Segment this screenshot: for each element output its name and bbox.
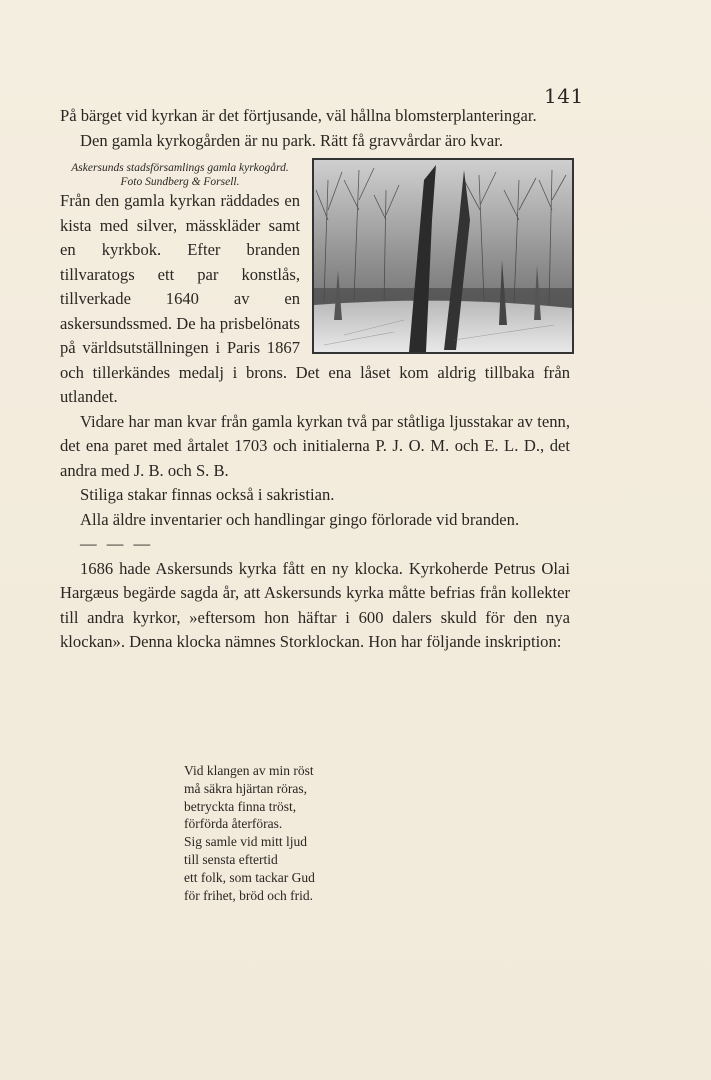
section-separator: — — — [80, 534, 154, 553]
poem-line: för frihet, bröd och frid. [184, 887, 313, 903]
paragraph: Den gamla kyrkogården är nu park. Rätt få gravvårdar äro kvar. [80, 130, 503, 150]
poem-line: till sensta eftertid [184, 851, 278, 867]
paragraph: Alla äldre inventarier och handlingar gingo förlorade vid branden. [80, 509, 520, 529]
paragraph: Vidare har man kvar från gamla kyrkan två par ståtliga ljusstakar av tenn, det ena paret med årtalet 1703 och initialerna P. J. O. M. och E. L. D., det andra med J. B. och S. B. [60, 411, 570, 480]
poem-line: Sig samle vid mitt ljud [184, 834, 308, 850]
poem-line: betryckta finna tröst, [184, 798, 297, 814]
paragraph: 1686 hade Askersunds kyrka fått en ny klocka. Kyrkoherde Petrus Olai Hargæus begärde sagda år, att Askersunds kyrka måtte befrias från kollekter till andra kyrkor, »eftersom hon häftar i 600 dalers skuld för den nya klockan». Denna klocka nämnes Storklockan. Hon har följande inskription: [60, 558, 570, 651]
poem-line: förförda återföras. [184, 816, 283, 832]
poem-line: ett folk, som tackar Gud [184, 869, 315, 885]
churchyard-photo [312, 158, 574, 354]
inscription-poem [184, 762, 315, 904]
figure [312, 158, 574, 354]
poem-line: Vid klangen av min röst [184, 763, 314, 778]
paragraph: På bärget vid kyrkan är det förtjusande, väl hållna blomsterplanteringar. [60, 106, 537, 125]
figure-caption: Askersunds stadsförsamlings gamla kyrkogård. Foto Sundberg & Forsell. [71, 162, 289, 188]
paragraph: Stiliga stakar finnas också i sakristian. [80, 485, 335, 504]
page-number: 141 [544, 84, 584, 108]
poem-line: må säkra hjärtan röras, [184, 780, 307, 796]
paragraph-text: Från den gamla kyrkan räddades en kista med silver, mässkläder samt en kyrkbok. Efter branden tillvaratogs ett par konstlås, tillverkade 1640 av en askersundssmed. De ha prisbelönats på världsutställningen i Paris 1867 och tillerkändes medalj i brons. Det ena låset kom aldrig tillbaka från utlandet. [60, 191, 570, 406]
body-text [60, 104, 570, 655]
